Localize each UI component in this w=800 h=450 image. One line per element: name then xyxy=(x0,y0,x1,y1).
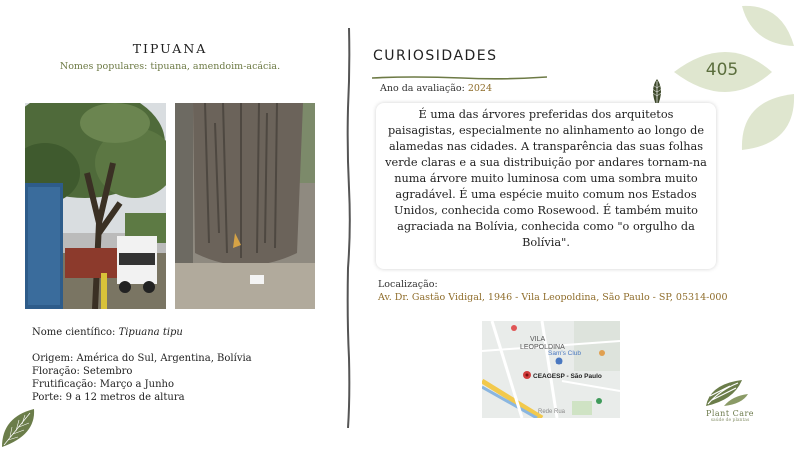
map-poi-sams: Sam's Club xyxy=(548,350,582,357)
tree-size: Porte: 9 a 12 metros de altura xyxy=(32,392,185,403)
column-divider xyxy=(345,28,353,428)
curiosities-text: É uma das árvores preferidas dos arquitetos paisagistas, especialmente no alinhamento ao longo de alamedas nas cidades. A transparência das suas folhas verde claras e a sua distribuição por andares tornam-na numa árvore muito luminosa com uma sombra muito agradável. É uma espécie muito comum nos Estados Unidos, conhecida como Rosewood. É também muito agraciada na Bolívia, conhecida como "o orgulho da Bolívia". xyxy=(376,103,716,269)
tree-photo xyxy=(25,103,166,309)
map-district: VILA xyxy=(530,336,546,343)
scientific-value: Tipuana tipu xyxy=(118,327,183,338)
fruiting: Frutificação: Março a Junho xyxy=(32,379,175,390)
flowering: Floração: Setembro xyxy=(32,366,133,377)
origin: Origem: América do Sul, Argentina, Bolívia xyxy=(32,353,252,364)
decorative-leaves xyxy=(672,0,800,184)
eval-year: 2024 xyxy=(467,83,493,94)
plant-care-logo xyxy=(702,378,750,412)
location-label: Localização: xyxy=(378,279,438,290)
tree-number-badge: 405 xyxy=(705,60,739,80)
map-poi-street: Rede Rua xyxy=(538,409,566,415)
map-district-2: LEOPOLDINA xyxy=(520,344,565,351)
scientific-name xyxy=(32,327,183,338)
scientific-label: Nome científico: xyxy=(32,327,119,338)
leaf-icon xyxy=(0,405,40,450)
species-title: TIPUANA xyxy=(132,41,208,56)
section-title: CURIOSIDADES xyxy=(373,48,498,64)
map-poi-ceagesp: CEAGESP - São Paulo xyxy=(533,373,602,380)
location-address: Av. Dr. Gastão Vidigal, 1946 - Vila Leopoldina, São Paulo - SP, 05314-000 xyxy=(378,292,728,303)
title-underline xyxy=(372,66,547,72)
location-map[interactable] xyxy=(482,321,620,418)
logo-name: Plant Care xyxy=(705,409,755,418)
logo-tagline: saúde de plantas xyxy=(710,418,750,423)
trunk-photo xyxy=(175,103,315,309)
popular-names: Nomes populares: tipuana, amendoim-acácia. xyxy=(59,61,281,72)
evaluation-year xyxy=(380,83,492,94)
eval-label: Ano da avaliação: xyxy=(380,83,468,94)
